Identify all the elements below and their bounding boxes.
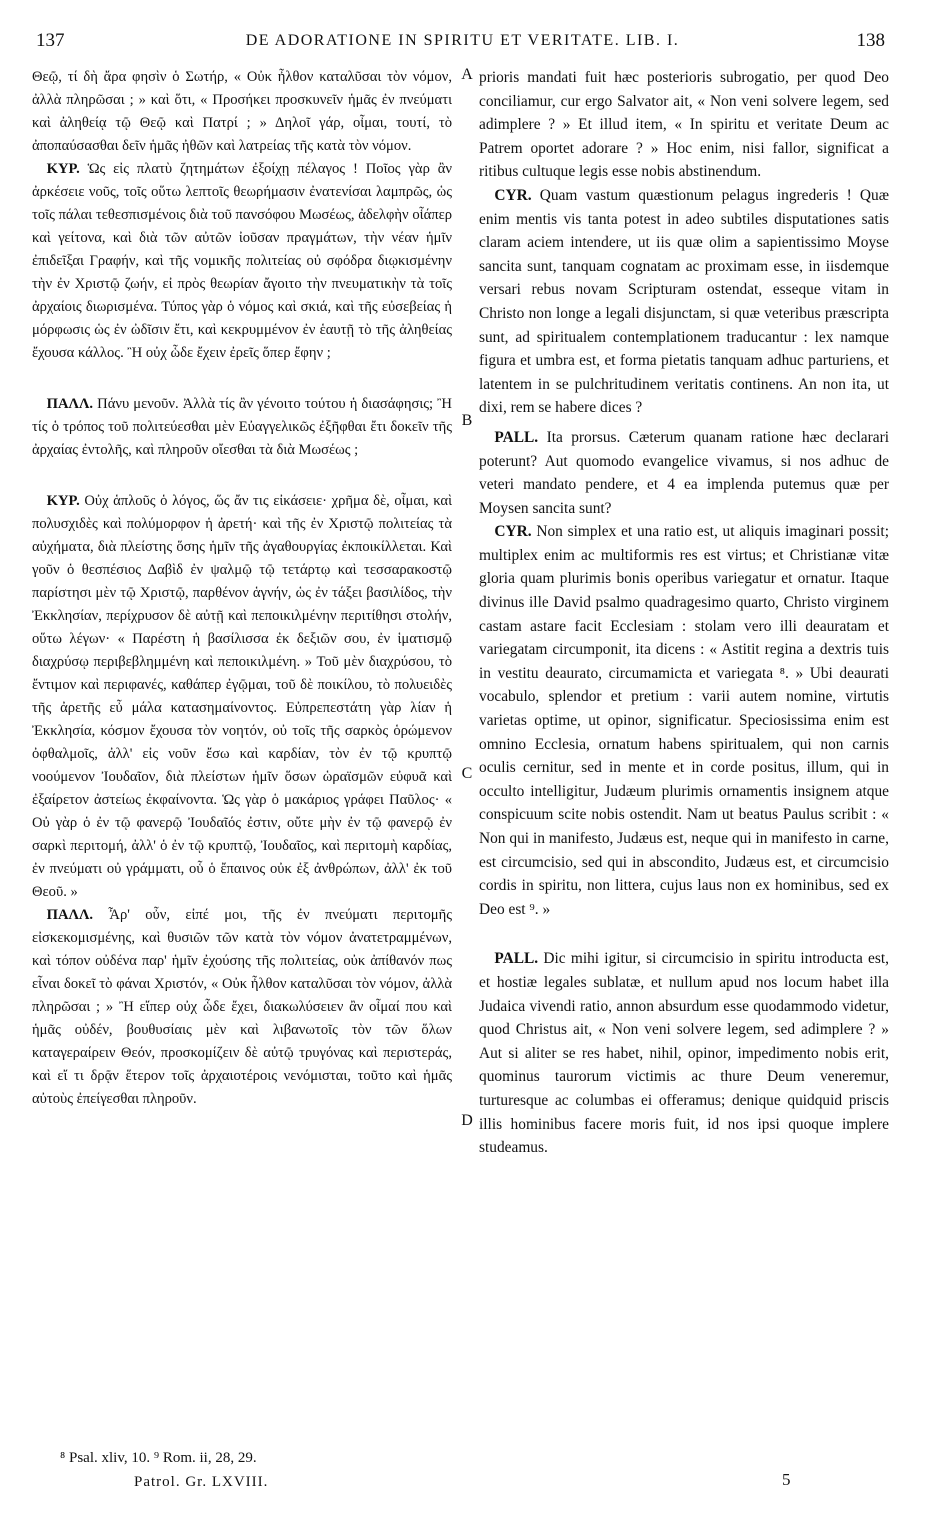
latin-paragraph: PALL. Dic mihi igitur, si circumcisio in spiritu introducta est, et hostiæ legales sublatæ, et nullum apud nos locum habet illa Judaica vivendi ratio, annon absurdum esse quodammodo videtur, quod Christus ait, « Non veni solvere legem, sed adimplere ? » Aut si aliter se res habet, nihil, opinor, impedimento nobis erit, quominus taurorum victimis ac thure Deum veneremur, turturesque ac columbas ei offeramus; denique quidquid priscis illis hominibus facere moris fuit, id nos ipsi quoque implere studeamus.	[479, 950, 889, 1157]
page-number-left: 137	[36, 30, 65, 51]
speaker-label: ΠΑΛΛ.	[46, 396, 94, 412]
patrol-signature: Patrol. Gr. LXVIII.	[134, 1474, 269, 1490]
latin-paragraph: prioris mandati fuit hæc posterioris subrogatio, per quod Deo conciliamur, cur ergo Salvator ait, « Non veni solvere legem, sed adimplere ? » Et illud item, « In spiritu et veritate Deum ac Patrem oportet adorare ? » Hoc enim, nisi fallor, significat a ritibus cultuque legis esse nobis abstinendum.	[479, 69, 889, 181]
greek-column	[32, 66, 452, 1111]
margin-letter: B	[461, 412, 473, 429]
latin-paragraph: PALL. Ita prorsus. Cæterum quanam ratione hæc declarari poterunt? Aut quomodo evangelice vivamus, si nos adhuc de veteri mandato pendere, et 4 ea implenda putemus quæ per Moysen sancita sunt?	[479, 428, 889, 517]
margin-letter: D	[461, 1112, 473, 1129]
latin-paragraph: CYR. Non simplex et una ratio est, ut aliquis imaginari possit; multiplex enim ac multiformis res est virtus; et Christianæ vitæ gloria quam plurimis bonis operibus variegatur et ornatur. Itaque divinus ille David psalmo quadragesimo quarto, Christo virginem castam astare facit Ecclesiam : stolam vero illi deauratam et variegatam circumponit, ita dicens : « Astitit regina a dextris tuis in vestitu deaurato, circumamicta et variegata ⁸. » Ubi deaurati vocabulo, splendor et pretium : varii autem nomine, virtutis varietas optime, ut opinor, significatur. Speciosissima enim est omnino Ecclesia, ornatum habens spiritualem, qui non carnis oculis cernitur, sed in mente et in corde positus, illum, qui in occulto intelligitur, Judæum plurimis ornamentis insignem atque conspicuum scite nobis ostendit. Nam ut beatus Paulus scribit : « Non qui in manifesto, Judæus est, neque qui in manifesto in carne, est circumcisio, sed qui in abscondito, Judæus est, et circumcisio cordis in spiritu, non littera, cujus laus non ex hominibus, sed ex Deo est ⁹. »	[479, 523, 889, 918]
greek-paragraph: ΚΥΡ. Ὡς εἰς πλατὺ ζητημάτων ἐξοίχῃ πέλαγος ! Ποῖος γὰρ ἂν ἀρκέσειε νοῦς, τοῖς οὕτω λεπτοῖς θεωρήμασιν ἐνατενίσαι λαμπρῶς, ὡς τοῖς πάλαι τεθεσπισμένοις διὰ τοῦ πανσόφου Μωσέως, ἀδελφὴν οἷάπερ καὶ γείτονα, καὶ διὰ τῶν αὐτῶν ἰοῦσαν πραγμάτων, τὴν νέαν ἡμῖν ἐπιδεῖξαι Γραφήν, καὶ τῆς νομικῆς πολιτείας οὐ σφόδρα διῳκισμένην τὴν ἐν Χριστῷ ζωήν, εἰ πρὸς θεωρίαν ἄγοιτο τὴν πνευματικὴν τὰ τοῖς ἀρχαίοις διωρισμένα. Τύπος γὰρ ὁ νόμος καὶ σκιά, καὶ τῆς εὐσεβείας ἡ μόρφωσις ὡς ἐν ὠδῖσιν ἔτι, καὶ κεκρυμμένον ἐν ἑαυτῇ τὸ τῆς ἀληθείας ἔχουσα κάλλος. Ἢ οὐχ ὧδε ἔχειν ἐρεῖς ὅπερ ἔφην ;	[32, 161, 452, 361]
speaker-label: CYR.	[494, 186, 532, 204]
margin-letter: A	[461, 66, 473, 83]
page-number-right: 138	[856, 30, 885, 51]
speaker-label: ΠΑΛΛ.	[46, 907, 94, 923]
speaker-label: CYR.	[494, 523, 532, 541]
greek-paragraph: ΠΑΛΛ. Πάνυ μενοῦν. Ἀλλὰ τίς ἂν γένοιτο τούτου ἡ διασάφησις; Ἢ τίς ὁ τρόπος τοῦ πολιτεύεσθαι μὲν Εὐαγγελικῶς ἐξῆφθαι ἔτι δοκεῖν τῆς ἀρχαίας ἐντολῆς, καὶ πληροῦν οἴεσθαι τὰ διὰ Μωσέως ;	[32, 396, 452, 458]
latin-column	[479, 66, 889, 1160]
margin-letter: C	[461, 765, 473, 782]
greek-paragraph: Θεῷ, τί δὴ ἄρα φησὶν ὁ Σωτήρ, « Οὐκ ἦλθον καταλῦσαι τὸν νόμον, ἀλλὰ πληρῶσαι ; » καὶ ὅτι, « Προσήκει προσκυνεῖν ἡμᾶς ἐν πνεύματι καὶ ἀληθείᾳ τῷ Θεῷ καὶ Πατρί ; » Δηλοῖ γάρ, οἶμαι, τουτί, τὸ ἀποπαύσασθαι δεῖν ἡμᾶς ἠθῶν καὶ λατρείας τῆς κατὰ τὸν νόμον.	[32, 69, 452, 154]
footnotes: ⁸ Psal. xliv, 10. ⁹ Rom. ii, 28, 29.	[60, 1450, 257, 1466]
latin-paragraph: CYR. Quam vastum quæstionum pelagus ingrederis ! Quæ enim mentis vis tanta potest in adeo subtiles disputationes satis claram aciem intendere, ut iis quæ olim a sapientissimo Moyse sancita sunt, tanquam cognatam ac proximam esse, in iisdemque versari rebus novam Scripturam ostendat, esseque vitam in Christo non longe a legali disjunctam, si quæ veteribus præscripta sunt, ad spiritualem contemplationem traducantur : lex namque figura et umbra est, et forma pietatis tanquam adhuc parturiens, et latentem in se pulchritudinem veritatis continens. An non ita, ut dixi, rem se habere dices ?	[479, 186, 889, 417]
speaker-label: ΚΥΡ.	[46, 493, 80, 509]
speaker-label: ΚΥΡ.	[46, 161, 80, 177]
greek-paragraph: ΚΥΡ. Οὐχ ἁπλοῦς ὁ λόγος, ὥς ἄν τις εἰκάσειε· χρῆμα δὲ, οἶμαι, καὶ πολυσχιδὲς καὶ πολύμορφον ἡ ἀρετή· καὶ τῆς ἐν Χριστῷ πολιτείας τὰ αὐχήματα, διὰ πλείστης ὅσης ἡμῖν τῆς ἀγαθουργίας ἐκποικίλλεται. Καὶ γοῦν ὁ θεσπέσιος Δαβὶδ ἐν ψαλμῷ τῷ τετάρτῳ καὶ τεσσαρακοστῷ παρίστησι μὲν τῷ Χριστῷ, παρθένον ἁγνήν, ὡς ἐν τάξει βασιλίδος, τὴν Ἐκκλησίαν, περίχρυσον δὲ αὐτῇ καὶ πεποικιλμένην περιτίθησι στολήν, οὕτω λέγων· « Παρέστη ἡ βασίλισσα ἐκ δεξιῶν σου, ἐν ἱματισμῷ διαχρύσῳ περιβεβλημμένη καὶ πεποικιλμένη. » Τοῦ μὲν διαχρύσου, τὸ ἔντιμον καὶ περιφανές, καθάπερ ἐγῷμαι, τοῦ δὲ ποικίλου, τὸ πολυειδὲς τῆς ἀρετῆς εὖ μάλα κατασημαίνοντος. Εὐπρεπεστάτη γὰρ λίαν ἡ Ἐκκλησία, κόσμον ἔχουσα τὸν νοητόν, οὐ τοῖς τῆς σαρκὸς ὁρώμενον ὀφθαλμοῖς, ἀλλ' εἰς νοῦν ἔσω καὶ καρδίαν, τὸν ἐν τῷ κρυπτῷ νοούμενον Ἰουδαῖον, διὰ πλείστων ἡμῖν ὅσων ὡραϊσμῶν εὐφυᾶ καὶ ἐξαίρετον ἀστείως ἐκφαίνοντα. Ὡς γὰρ ὁ μακάριος γράφει Παῦλος· « Οὐ γὰρ ὁ ἐν τῷ φανερῷ Ἰουδαῖός ἐστιν, οὔτε μὴν ἐν τῷ φανερῷ ἐν σαρκὶ περιτομή, ἀλλ' ὁ ἐν τῷ κρυπτῷ, Ἰουδαῖος, καὶ περιτομὴ καρδίας, ἐν πνεύματι οὐ γράμματι, οὗ ὁ ἔπαινος οὐκ ἐξ ἀνθρώπων, ἀλλ' ἐκ τοῦ Θεοῦ. »	[32, 493, 452, 900]
speaker-label: PALL.	[494, 950, 539, 968]
gathering-signature: 5	[782, 1470, 791, 1489]
speaker-label: PALL.	[494, 428, 539, 446]
running-title: DE ADORATIONE IN SPIRITU ET VERITATE. LIB. I.	[245, 32, 680, 49]
greek-paragraph: ΠΑΛΛ. Ἆρ' οὖν, εἰπέ μοι, τῆς ἐν πνεύματι περιτομῆς εἰσκεκομισμένης, καὶ θυσιῶν τῶν κατὰ τὸν νόμον ἀνατετραμμένων, καὶ τόπον οὐδένα παρ' ἡμῖν ἐχούσης τῆς πολιτείας, οὐκ ἀπίθανόν πως εἶναι δοκεῖ τὸ φάναι Χριστόν, « Οὐκ ἦλθον καταλῦσαι τὸν νόμον, ἀλλὰ πληρῶσαι ; » Ἢ εἴπερ οὐχ ὧδε ἔχει, διακωλύσειεν ἂν οἶμαί που καὶ ἡμᾶς οὐδέν, βουθυσίαις μὲν καὶ λιβανωτοῖς τὸν τῶν ὅλων καταγεραίρειν Θεόν, προσκομίζειν δὲ αὐτῷ τρυγόνας καὶ περιστεράς, καὶ εἴ τι δρᾷν ἕτερον τοῖς ἀρχαιοτέροις νενόμισται, τοῦτο καὶ ἡμᾶς αὐτοὺς ἐπείγεσθαι πληροῦν.	[32, 907, 452, 1107]
page-header	[30, 30, 895, 60]
